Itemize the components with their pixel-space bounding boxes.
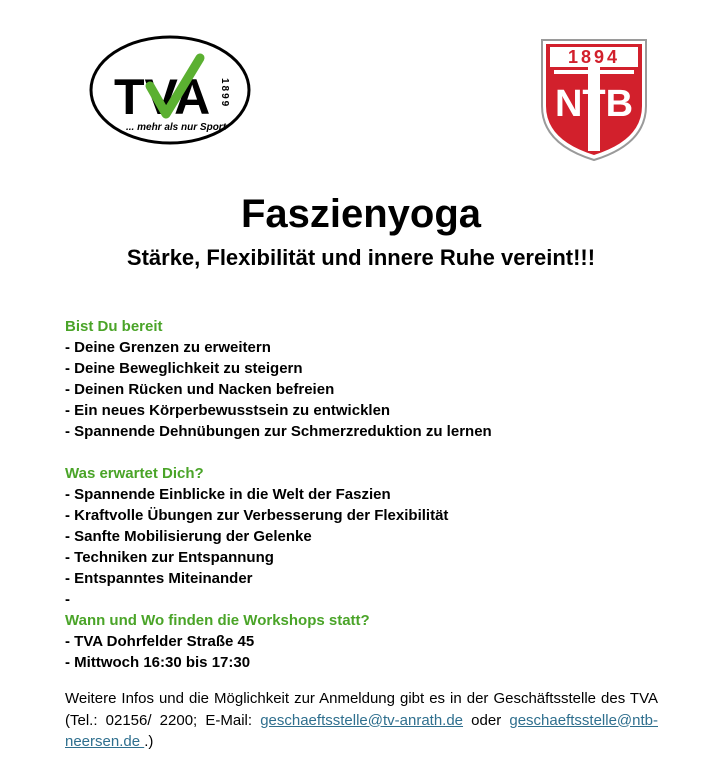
list-item: - Techniken zur Entspannung bbox=[65, 549, 274, 566]
info-text: oder bbox=[463, 711, 510, 729]
tva-logo-slogan: ... mehr als nur Sport bbox=[126, 122, 227, 133]
list-item: - TVA Dohrfelder Straße 45 bbox=[65, 633, 255, 650]
page-title: Faszienyoga bbox=[240, 192, 482, 236]
list-item: - Spannende Dehnübungen zur Schmerzreduktion zu lernen bbox=[65, 423, 492, 440]
list-item: - Deinen Rücken und Nacken befreien bbox=[65, 381, 335, 398]
list-item: - Entspanntes Miteinander bbox=[65, 570, 253, 587]
section-heading-bereit: Bist Du bereit bbox=[65, 318, 163, 335]
list-item: - Sanfte Mobilisierung der Gelenke bbox=[65, 528, 312, 545]
info-paragraph bbox=[65, 688, 658, 753]
list-item: - Deine Beweglichkeit zu steigern bbox=[65, 360, 303, 377]
list-item: - bbox=[65, 591, 70, 608]
list-item: - Ein neues Körperbewusstsein zu entwicklen bbox=[65, 402, 391, 419]
list-item: - Deine Grenzen zu erweitern bbox=[65, 339, 271, 356]
section-heading-erwartet: Was erwartet Dich? bbox=[65, 465, 204, 482]
list-item: - Kraftvolle Übungen zur Verbesserung der Flexibilität bbox=[65, 507, 449, 524]
ntb-logo-text: NTB bbox=[554, 83, 634, 125]
tva-logo-year: 1899 bbox=[219, 78, 230, 109]
list-item: - Mittwoch 16:30 bis 17:30 bbox=[65, 654, 251, 671]
ntb-logo bbox=[538, 36, 650, 164]
tva-logo-text: TVA bbox=[114, 69, 211, 125]
section-heading-wann-wo: Wann und Wo finden die Workshops statt? bbox=[65, 612, 370, 629]
info-text: Weitere Infos und die Möglichkeit zur Anmeldung gibt es in der Geschäftsstelle des TVA (Tel.: 02156/ 2200; E-Mail: bbox=[65, 690, 658, 729]
ntb-logo-year: 1894 bbox=[567, 47, 621, 67]
content bbox=[65, 316, 659, 673]
page-subtitle: Stärke, Flexibilität und innere Ruhe vereint!!! bbox=[126, 245, 596, 270]
email-link-ntb[interactable]: geschaeftsstelle@ntb-neersen.de bbox=[65, 711, 658, 750]
email-link-tva[interactable]: geschaeftsstelle@tv-anrath.de bbox=[260, 711, 464, 729]
list-item: - Spannende Einblicke in die Welt der Faszien bbox=[65, 486, 391, 503]
tva-logo bbox=[88, 34, 252, 146]
info-text: .) bbox=[144, 733, 154, 750]
